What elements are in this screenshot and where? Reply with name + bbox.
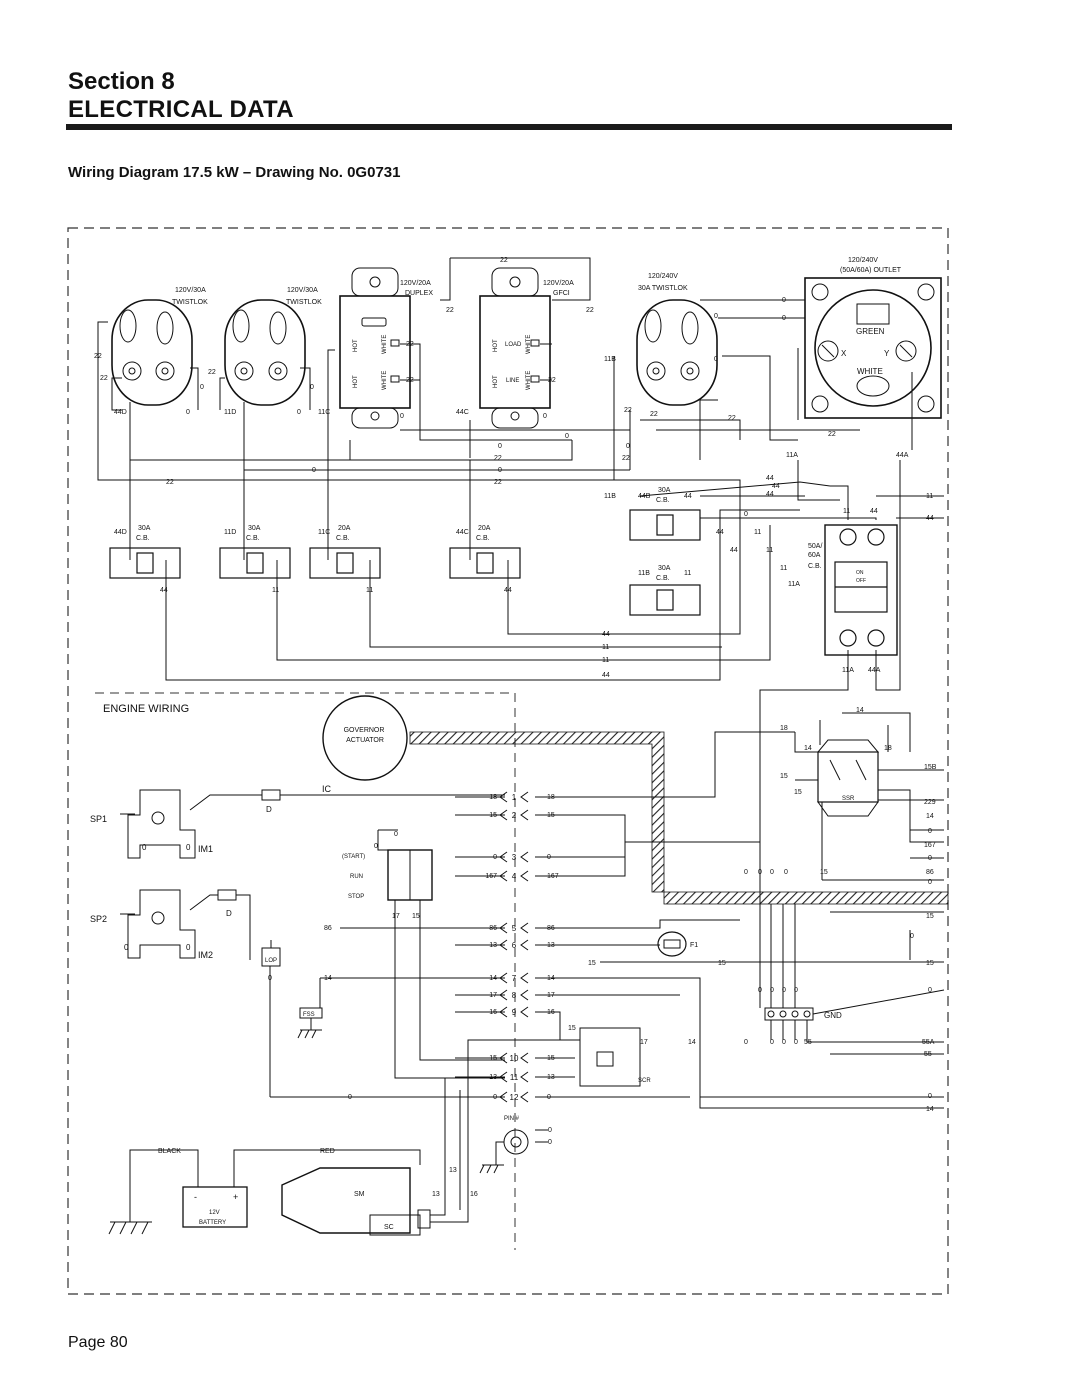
pin-right-wire: 167 <box>547 873 559 880</box>
svg-text:22: 22 <box>446 307 454 314</box>
breaker-11d <box>220 548 290 578</box>
cb-main-on: ON <box>856 570 864 576</box>
svg-text:-: - <box>194 1192 197 1202</box>
switch-run-label: RUN <box>350 874 363 880</box>
pin-left-wire: 14 <box>489 975 497 982</box>
duplex-type: DUPLEX <box>405 290 434 297</box>
svg-text:0: 0 <box>142 843 147 852</box>
cb-44b-label: C.B. <box>656 497 670 504</box>
pin-arrow-right <box>521 810 528 820</box>
svg-text:11B: 11B <box>604 493 616 500</box>
pin-arrow-right <box>521 923 528 933</box>
svg-text:11C: 11C <box>318 529 331 536</box>
svg-text:15: 15 <box>780 773 788 780</box>
svg-text:11A: 11A <box>788 581 800 588</box>
svg-text:0: 0 <box>548 1127 552 1134</box>
svg-text:55: 55 <box>804 1039 812 1046</box>
svg-text:86: 86 <box>926 869 934 876</box>
svg-text:22: 22 <box>100 375 108 382</box>
gfci-line: LINE <box>506 378 520 384</box>
pin-right-wire: 0 <box>547 854 551 861</box>
d-label-1: D <box>266 805 272 814</box>
cb-44d-amps: 30A <box>138 525 151 532</box>
svg-text:13: 13 <box>449 1167 457 1174</box>
svg-text:15: 15 <box>820 869 828 876</box>
svg-text:44: 44 <box>730 547 738 554</box>
svg-text:15: 15 <box>794 789 802 796</box>
pin-number: 5 <box>511 924 517 933</box>
fuse-f1 <box>658 932 686 956</box>
sm-label: SM <box>354 1191 365 1198</box>
svg-text:0: 0 <box>770 869 774 876</box>
svg-text:22: 22 <box>494 479 502 486</box>
svg-text:0: 0 <box>928 1093 932 1100</box>
svg-text:13: 13 <box>432 1191 440 1198</box>
svg-text:+: + <box>233 1192 239 1202</box>
gfci-type: GFCI <box>553 290 570 297</box>
battery-volts: 12V <box>209 1210 220 1216</box>
pin-number: 7 <box>511 974 517 983</box>
governor-label-line-1: GOVERNOR <box>343 727 385 734</box>
svg-text:0: 0 <box>400 413 404 420</box>
svg-text:44: 44 <box>772 483 780 490</box>
pin-number: 3 <box>511 853 517 862</box>
svg-text:11: 11 <box>602 644 610 651</box>
cb-11c-label: C.B. <box>336 535 350 542</box>
svg-text:44: 44 <box>160 587 168 594</box>
svg-text:0: 0 <box>348 1094 352 1101</box>
svg-text:0: 0 <box>543 413 547 420</box>
twistlok-receptacle-2 <box>225 300 305 405</box>
gfci-rating: 120V/20A <box>543 280 574 287</box>
pin-left-wire: 16 <box>489 1009 497 1016</box>
svg-text:0: 0 <box>186 943 191 952</box>
svg-text:15: 15 <box>926 960 934 967</box>
svg-text:44: 44 <box>870 508 878 515</box>
pin-left-wire: 15 <box>489 812 497 819</box>
duplex-hot-2: HOT <box>353 375 359 388</box>
svg-text:14: 14 <box>856 707 864 714</box>
gfci-hot-2: HOT <box>493 375 499 388</box>
twistlok-2-type: TWISTLOK <box>286 299 322 306</box>
twistlok-240-rating: 120/240V <box>648 273 678 280</box>
duplex-white-1: WHITE <box>382 334 388 354</box>
svg-text:44: 44 <box>766 491 774 498</box>
ignition-module-2 <box>128 890 195 958</box>
svg-text:22: 22 <box>828 431 836 438</box>
svg-text:14: 14 <box>804 745 812 752</box>
section-title: ELECTRICAL DATA <box>68 96 294 123</box>
pin-arrow-right <box>521 1007 528 1017</box>
svg-text:229: 229 <box>924 799 936 806</box>
pin-left-wire: 167 <box>485 873 497 880</box>
cb-44c-amps: 20A <box>478 525 491 532</box>
twistlok-1-rating: 120V/30A <box>175 287 206 294</box>
svg-text:0: 0 <box>770 1039 774 1046</box>
receptacle-labels <box>172 257 902 306</box>
cb-main-off: OFF <box>856 578 866 584</box>
svg-text:44: 44 <box>602 631 610 638</box>
svg-text:11: 11 <box>754 529 762 536</box>
outlet-50a <box>805 278 941 418</box>
section-label: Section 8 <box>68 68 175 95</box>
pin-arrow-right <box>521 990 528 1000</box>
svg-text:44D: 44D <box>114 409 127 416</box>
d-label-2: D <box>226 909 232 918</box>
cb-11b-amps: 30A <box>658 565 671 572</box>
pin-number: 4 <box>511 872 517 881</box>
pin-left-wire: 0 <box>493 1094 497 1101</box>
terminal-labels <box>353 335 532 390</box>
pin-right-wire: 13 <box>547 1074 555 1081</box>
pin-right-wire: 17 <box>547 992 555 999</box>
im1-label: IM1 <box>198 844 214 854</box>
svg-text:15: 15 <box>568 1025 576 1032</box>
svg-text:22: 22 <box>166 479 174 486</box>
starter-contactor-relay <box>580 1028 640 1086</box>
svg-text:14: 14 <box>324 975 332 982</box>
breaker-11b <box>630 585 700 615</box>
ignition-module-1 <box>128 790 195 858</box>
governor-label <box>344 727 387 744</box>
pin-arrow-right <box>521 940 528 950</box>
pin-number: 8 <box>511 991 517 1000</box>
pin-right-wire: 0 <box>547 1094 551 1101</box>
svg-text:0: 0 <box>928 879 932 886</box>
scr-label: SCR <box>638 1078 651 1084</box>
page-number: Page 80 <box>68 1334 128 1351</box>
svg-text:0: 0 <box>928 987 932 994</box>
breaker-44c <box>450 548 520 578</box>
pin-left-wire: 17 <box>489 992 497 999</box>
gfci-white-1: WHITE <box>526 334 532 354</box>
pin-right-wire: 86 <box>547 925 555 932</box>
pin-right-wire: 13 <box>547 942 555 949</box>
duplex-receptacle <box>340 268 410 428</box>
sc-label: SC <box>384 1224 394 1231</box>
svg-text:15: 15 <box>718 960 726 967</box>
svg-text:0: 0 <box>784 869 788 876</box>
svg-text:0: 0 <box>498 467 502 474</box>
outlet-white: WHITE <box>857 367 883 376</box>
svg-text:0: 0 <box>758 987 762 994</box>
svg-text:15: 15 <box>588 960 596 967</box>
svg-text:11: 11 <box>766 547 774 554</box>
pin-arrow-right <box>521 792 528 802</box>
cb-11b-label: C.B. <box>656 575 670 582</box>
cb-44c-label: C.B. <box>476 535 490 542</box>
gfci-load: LOAD <box>505 342 522 348</box>
svg-text:11: 11 <box>926 493 934 500</box>
ic-label: IC <box>322 784 331 794</box>
red-label: RED <box>320 1148 335 1155</box>
svg-text:0: 0 <box>782 297 786 304</box>
breaker-44b <box>630 510 700 540</box>
svg-text:11D: 11D <box>224 409 237 416</box>
svg-text:14: 14 <box>926 1106 934 1113</box>
outlet-x: X <box>841 349 847 358</box>
gfci-white-2: WHITE <box>526 370 532 390</box>
svg-text:22: 22 <box>94 353 102 360</box>
svg-text:0: 0 <box>928 855 932 862</box>
svg-text:11: 11 <box>843 508 851 515</box>
svg-text:22: 22 <box>406 377 414 384</box>
pin-right-wire: 15 <box>547 1055 555 1062</box>
pin-left-wire: 86 <box>489 925 497 932</box>
diode-2 <box>218 890 236 900</box>
ssr-relay <box>818 740 878 816</box>
pin-left-wire: 15 <box>489 1055 497 1062</box>
lop-label: LOP <box>265 958 278 964</box>
ssr-label: SSR <box>842 796 855 802</box>
svg-text:44: 44 <box>716 529 724 536</box>
svg-text:16: 16 <box>470 1191 478 1198</box>
f1-label: F1 <box>690 942 699 949</box>
sp2-label: SP2 <box>90 914 108 924</box>
pin-left-wire: 13 <box>489 942 497 949</box>
svg-text:44: 44 <box>684 493 692 500</box>
svg-text:0: 0 <box>782 987 786 994</box>
svg-text:11: 11 <box>272 587 280 594</box>
svg-text:44: 44 <box>504 587 512 594</box>
pin-right-wire: 16 <box>547 1009 555 1016</box>
svg-text:15: 15 <box>926 913 934 920</box>
pin-arrow-right <box>521 852 528 862</box>
engine-labels <box>90 703 855 1231</box>
connector-pin-rows <box>485 792 558 1102</box>
cb-11c-amps: 20A <box>338 525 351 532</box>
svg-text:0: 0 <box>186 843 191 852</box>
outlet-terminal-labels <box>841 327 890 376</box>
engine-wiring-title: ENGINE WIRING <box>103 703 190 715</box>
pin-left-wire: 18 <box>489 794 497 801</box>
black-label: BLACK <box>158 1148 181 1155</box>
gfci-receptacle <box>480 268 550 428</box>
pin-arrow-right <box>521 871 528 881</box>
svg-text:22: 22 <box>650 411 658 418</box>
svg-text:44: 44 <box>602 672 610 679</box>
svg-text:11B: 11B <box>638 570 650 577</box>
governor-label-line-2: ACTUATOR <box>346 737 384 744</box>
svg-text:18: 18 <box>780 725 788 732</box>
svg-text:14: 14 <box>688 1039 696 1046</box>
connector-j1 <box>270 797 505 1097</box>
svg-text:11B: 11B <box>604 356 616 363</box>
svg-text:0: 0 <box>758 869 762 876</box>
im2-label: IM2 <box>198 950 214 960</box>
svg-text:22: 22 <box>494 455 502 462</box>
svg-text:0: 0 <box>626 443 630 450</box>
pin-number: 10 <box>509 1054 519 1063</box>
cb-11d-label: C.B. <box>246 535 260 542</box>
pin-arrow-right <box>521 973 528 983</box>
breaker-main <box>825 525 897 655</box>
pin-number: 12 <box>509 1093 519 1102</box>
cb-44b-amps: 30A <box>658 487 671 494</box>
pin-number: 2 <box>511 811 517 820</box>
gnd-label: GND <box>824 1011 842 1020</box>
svg-text:11: 11 <box>780 565 788 572</box>
svg-text:44D: 44D <box>114 529 127 536</box>
outlet-type: (50A/60A) OUTLET <box>840 267 902 274</box>
svg-text:11C: 11C <box>318 409 331 416</box>
svg-text:167: 167 <box>924 842 936 849</box>
cb-main-amps-line: 60A <box>808 552 821 559</box>
pin-arrow-right <box>521 1092 528 1102</box>
twistlok-240v-receptacle <box>637 300 717 405</box>
svg-text:0: 0 <box>910 933 914 940</box>
twistlok-2-rating: 120V/30A <box>287 287 318 294</box>
svg-text:15B: 15B <box>924 764 937 771</box>
svg-text:0: 0 <box>548 1139 552 1146</box>
svg-text:44A: 44A <box>896 452 909 459</box>
svg-text:0: 0 <box>744 1039 748 1046</box>
svg-text:55A: 55A <box>922 1039 935 1046</box>
ground-lug <box>504 1130 528 1154</box>
svg-text:0: 0 <box>124 943 129 952</box>
pin-left-wire: 13 <box>489 1074 497 1081</box>
svg-text:22: 22 <box>406 341 414 348</box>
cb-main-amps <box>808 543 822 559</box>
svg-text:0: 0 <box>310 384 314 391</box>
svg-text:0: 0 <box>928 828 932 835</box>
svg-text:11: 11 <box>366 587 374 594</box>
svg-text:15: 15 <box>412 913 420 920</box>
svg-text:44: 44 <box>766 475 774 482</box>
pin-number: 1 <box>511 793 517 802</box>
outlet-y: Y <box>884 349 890 358</box>
pin-number: 6 <box>511 941 517 950</box>
svg-text:44C: 44C <box>456 409 469 416</box>
svg-text:0: 0 <box>186 409 190 416</box>
gfci-hot-1: HOT <box>493 339 499 352</box>
ground-terminal-block <box>765 1008 813 1020</box>
fss-label: FSS <box>303 1012 315 1018</box>
svg-text:22: 22 <box>624 407 632 414</box>
outlet-rating: 120/240V <box>848 257 878 264</box>
svg-text:86: 86 <box>324 925 332 932</box>
svg-text:0: 0 <box>714 356 718 363</box>
svg-text:22: 22 <box>728 415 736 422</box>
svg-text:11: 11 <box>684 570 692 577</box>
pin-arrow-right <box>521 1072 528 1082</box>
battery-label: BATTERY <box>199 1220 227 1226</box>
svg-text:22: 22 <box>548 377 556 384</box>
svg-text:0: 0 <box>297 409 301 416</box>
cb-main-amps-line: 50A/ <box>808 543 823 550</box>
svg-text:44A: 44A <box>868 667 881 674</box>
pin-left-wire: 0 <box>493 854 497 861</box>
twistlok-1-type: TWISTLOK <box>172 299 208 306</box>
svg-text:0: 0 <box>498 443 502 450</box>
pin-label: PIN # <box>504 1116 520 1122</box>
twistlok-receptacle-1 <box>112 300 192 405</box>
svg-text:0: 0 <box>200 384 204 391</box>
svg-text:0: 0 <box>312 467 316 474</box>
svg-text:22: 22 <box>622 455 630 462</box>
svg-text:0: 0 <box>714 313 718 320</box>
svg-text:17: 17 <box>392 913 400 920</box>
svg-text:44: 44 <box>926 515 934 522</box>
svg-text:0: 0 <box>394 831 398 838</box>
duplex-hot-1: HOT <box>353 339 359 352</box>
svg-text:11D: 11D <box>224 529 237 536</box>
cb-44d-label: C.B. <box>136 535 150 542</box>
svg-text:11: 11 <box>602 657 610 664</box>
pin-number: 11 <box>509 1073 519 1082</box>
sp1-label: SP1 <box>90 814 108 824</box>
duplex-white-2: WHITE <box>382 370 388 390</box>
svg-text:44B: 44B <box>638 493 651 500</box>
switch-stop-label: STOP <box>348 894 365 900</box>
svg-text:0: 0 <box>794 1039 798 1046</box>
svg-text:11A: 11A <box>786 452 798 459</box>
starter-motor <box>282 1168 430 1235</box>
diode-1 <box>262 790 280 800</box>
switch-start-label: (START) <box>342 854 366 860</box>
svg-text:0: 0 <box>782 1039 786 1046</box>
svg-text:14: 14 <box>926 813 934 820</box>
svg-text:0: 0 <box>782 315 786 322</box>
svg-text:44C: 44C <box>456 529 469 536</box>
breaker-44d <box>110 548 180 578</box>
pin-right-wire: 14 <box>547 975 555 982</box>
svg-text:22: 22 <box>586 307 594 314</box>
svg-text:0: 0 <box>565 433 569 440</box>
svg-text:22: 22 <box>500 257 508 264</box>
cb-11d-amps: 30A <box>248 525 261 532</box>
svg-text:0: 0 <box>744 869 748 876</box>
svg-text:0: 0 <box>770 987 774 994</box>
duplex-rating: 120V/20A <box>400 280 431 287</box>
pin-right-wire: 15 <box>547 812 555 819</box>
pin-number: 9 <box>511 1008 517 1017</box>
outlet-green: GREEN <box>856 327 885 336</box>
svg-text:22: 22 <box>208 369 216 376</box>
svg-text:17: 17 <box>640 1039 648 1046</box>
svg-text:55: 55 <box>924 1051 932 1058</box>
svg-text:11A: 11A <box>842 667 854 674</box>
cb-main-label: C.B. <box>808 563 822 570</box>
svg-text:0: 0 <box>744 511 748 518</box>
pin-right-wire: 18 <box>547 794 555 801</box>
twistlok-240-type: 30A TWISTLOK <box>638 285 688 292</box>
pin-arrow-right <box>521 1053 528 1063</box>
svg-text:0: 0 <box>268 975 272 982</box>
svg-text:0: 0 <box>794 987 798 994</box>
svg-text:18: 18 <box>884 745 892 752</box>
diagram-title: Wiring Diagram 17.5 kW – Drawing No. 0G0731 <box>68 164 401 181</box>
svg-text:0: 0 <box>374 843 378 850</box>
